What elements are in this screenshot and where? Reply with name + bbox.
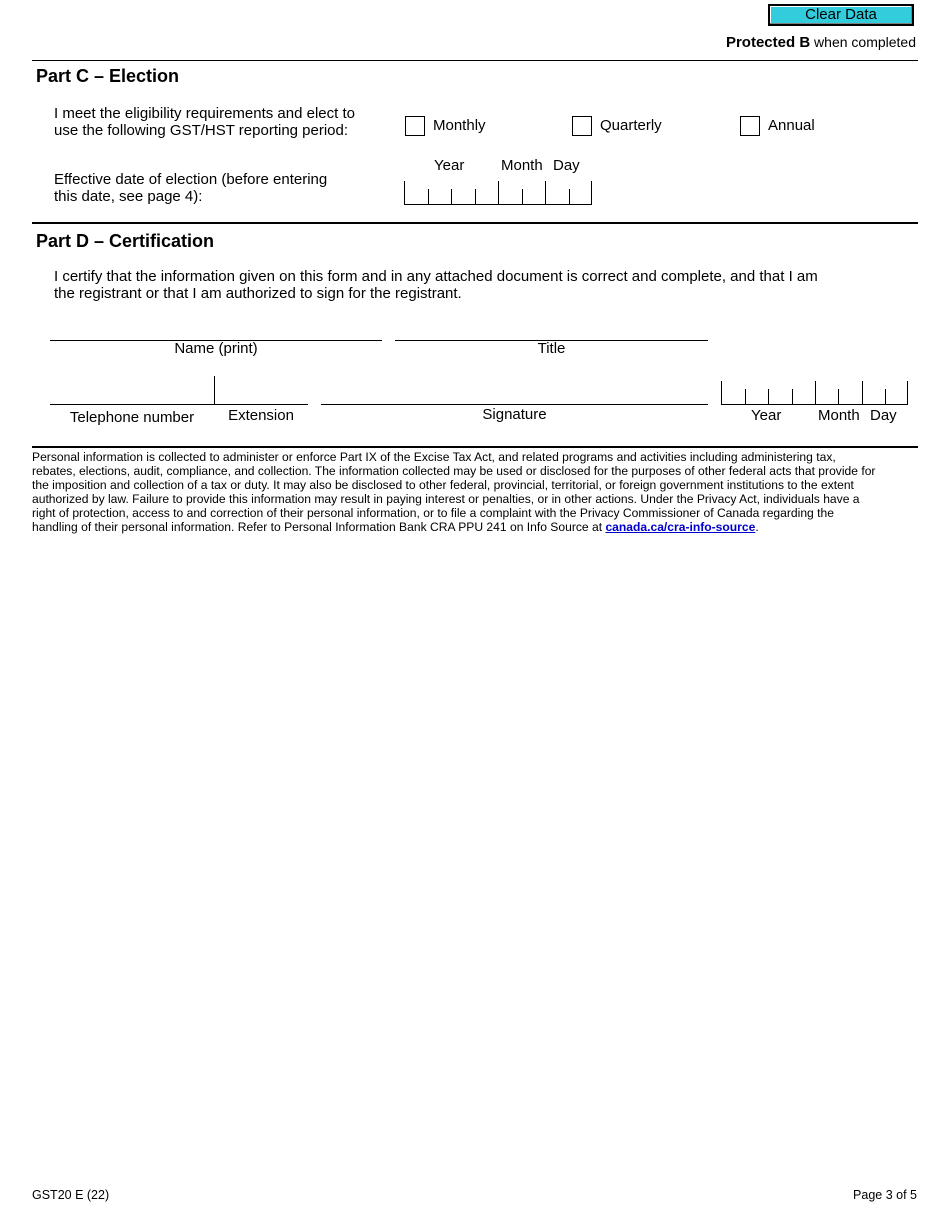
part-c-divider <box>32 222 918 224</box>
privacy-line: rebates, elections, audit, compliance, and collection. The information collected may be used or disclosed for the purposes of other federal acts that provide for <box>32 463 876 478</box>
annual-checkbox[interactable] <box>740 116 760 136</box>
protected-b-label: Protected B <box>725 34 811 51</box>
part-d-title: Part D – Certification <box>36 231 215 251</box>
signature-label: Signature <box>482 406 547 423</box>
date-tick <box>428 189 429 204</box>
date-tick <box>475 189 476 204</box>
date-tick <box>451 189 452 204</box>
date-tick <box>768 389 769 404</box>
date-separator <box>815 381 816 404</box>
quarterly-checkbox[interactable] <box>572 116 592 136</box>
name-label: Name (print) <box>174 340 258 357</box>
signature-date-field[interactable] <box>721 381 908 405</box>
telephone-extension-divider <box>214 376 215 404</box>
telephone-field[interactable] <box>50 404 214 405</box>
protected-b-suffix: when completed <box>810 34 916 50</box>
signature-year-label: Year <box>751 407 782 424</box>
privacy-line: Personal information is collected to administer or enforce Part IX of the Excise Tax Act, and related programs and activities including administering tax, <box>32 450 836 464</box>
certification-text <box>54 268 818 302</box>
annual-label: Annual <box>768 117 815 134</box>
page-number: Page 3 of 5 <box>853 1188 917 1202</box>
privacy-line: right of protection, access to and correction of their personal information, or to file a complaint with the Privacy Commissioner of Canada regarding the <box>32 505 834 520</box>
effective-date-text <box>54 171 327 205</box>
header-divider <box>32 60 918 61</box>
privacy-line: authorized by law. Failure to provide this information may result in paying interest or penalties, or in other actions. Under the Privacy Act, individuals have a <box>32 491 860 506</box>
date-tick <box>522 189 523 204</box>
part-d-divider <box>32 446 918 448</box>
election-date-field[interactable] <box>404 181 592 205</box>
date-separator <box>498 181 499 204</box>
effective-date-line-2: this date, see page 4): <box>54 188 203 205</box>
privacy-line: the imposition and collection of a tax or duty. It may also be disclosed to other federal, provincial, territorial, or foreign government institutions to the extent <box>32 477 854 492</box>
date-tick <box>569 189 570 204</box>
date-tick <box>792 389 793 404</box>
eligibility-line-2: use the following GST/HST reporting period: <box>54 122 349 139</box>
certification-line-2: the registrant or that I am authorized to sign for the registrant. <box>54 285 462 302</box>
extension-field[interactable] <box>214 404 308 405</box>
signature-day-label: Day <box>870 407 897 424</box>
privacy-period: . <box>755 519 759 534</box>
date-separator <box>862 381 863 404</box>
eligibility-line-1: I meet the eligibility requirements and elect to <box>54 105 355 122</box>
privacy-line-text: handling of their personal information. Refer to Personal Information Bank CRA PPU 241 on Info Source at <box>32 519 606 534</box>
date-tick <box>838 389 839 404</box>
part-c-title: Part C – Election <box>36 66 180 86</box>
clear-data-button[interactable]: Clear Data <box>768 4 914 26</box>
signature-field[interactable] <box>321 404 708 405</box>
extension-label: Extension <box>228 407 294 424</box>
info-source-link[interactable]: canada.ca/cra-info-source <box>605 519 756 534</box>
election-month-label: Month <box>501 157 543 174</box>
title-label: Title <box>537 340 566 357</box>
signature-month-label: Month <box>818 407 860 424</box>
date-tick <box>745 389 746 404</box>
monthly-checkbox[interactable] <box>405 116 425 136</box>
monthly-label: Monthly <box>433 117 486 134</box>
date-tick <box>885 389 886 404</box>
privacy-statement <box>32 451 912 534</box>
date-separator <box>545 181 546 204</box>
telephone-label: Telephone number <box>69 409 195 426</box>
election-year-label: Year <box>434 157 465 174</box>
quarterly-label: Quarterly <box>600 117 662 134</box>
effective-date-line-1: Effective date of election (before entering <box>54 171 328 188</box>
form-code: GST20 E (22) <box>32 1188 110 1202</box>
election-day-label: Day <box>553 157 580 174</box>
protected-b-notice <box>726 34 916 51</box>
privacy-line-last <box>32 521 912 535</box>
certification-line-1: I certify that the information given on this form and in any attached document is correct and complete, and that I am <box>54 268 818 285</box>
eligibility-text <box>54 105 355 139</box>
